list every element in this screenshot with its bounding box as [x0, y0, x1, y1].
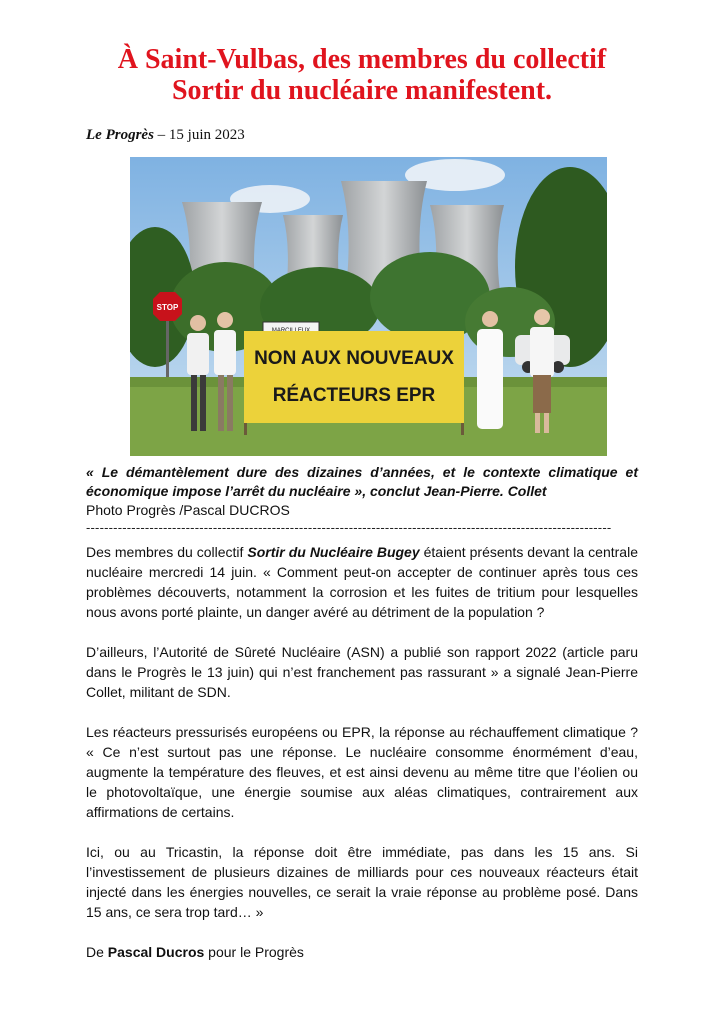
- signature-prefix: De: [86, 944, 108, 960]
- photo-caption: « Le démantèlement dure des dizaines d’années, et le contexte climatique et économique impose l’arrêt du nucléaire », conclut Jean-Pierre. Collet: [86, 464, 638, 499]
- signature: [86, 942, 638, 962]
- paragraph-1-rest: étaient présents devant la centrale nucléaire mercredi 14 juin. « Comment peut-on accepter de continuer après tous ces problèmes découverts, notamment la corrosion et les fuites de tritium pour lesquelles nous avons porté plainte, un danger avéré au détriment de la population ?: [86, 544, 638, 620]
- title-line-1: À Saint-Vulbas, des membres du collectif: [117, 44, 607, 75]
- source-line: [86, 127, 245, 144]
- protest-banner: [244, 331, 464, 423]
- paragraph-3: Les réacteurs pressurisés européens ou EPR, la réponse au réchauffement climatique ? « Ce n’est surtout pas une réponse. Le nucléaire consomme énormément d’eau, augmente la température des fleuves, et est ainsi devenu au même titre que l’éolien ou le photovoltaïque, une énergie soumise aux aléas climatiques, contrairement aux affirmations de certains.: [86, 724, 638, 820]
- photo-illustration: [130, 157, 607, 456]
- paragraph-1: [86, 542, 638, 622]
- article-body: [86, 542, 638, 982]
- collective-name: Sortir du Nucléaire Bugey: [247, 544, 420, 560]
- title-line-2: Sortir du nucléaire manifestent.: [171, 75, 553, 106]
- photo-credit: Photo Progrès /Pascal DUCROS: [86, 502, 290, 518]
- signature-suffix: pour le Progrès: [204, 944, 304, 960]
- paragraph-2: D’ailleurs, l’Autorité de Sûreté Nucléaire (ASN) a publié son rapport 2022 (article paru dans le Progrès le 13 juin) qui n’est franchement pas rassurant » a signalé Jean-Pierre Collet, militant de SDN.: [86, 644, 638, 700]
- author-name: Pascal Ducros: [107, 944, 205, 960]
- banner-text-line-2: RÉACTEURS EPR: [272, 385, 436, 406]
- paragraph-1-start: Des membres du collectif: [86, 544, 248, 560]
- banner-text-line-1: NON AUX NOUVEAUX: [254, 348, 454, 369]
- newspaper-name: Le Progrès: [86, 127, 154, 143]
- publication-date: – 15 juin 2023: [153, 127, 245, 143]
- stop-sign-text: STOP: [156, 303, 179, 312]
- article-title: [40, 44, 684, 106]
- paragraph-4: Ici, ou au Tricastin, la réponse doit être immédiate, pas dans les 15 ans. Si l’investissement de plusieurs dizaines de milliards pour ces nouveaux réacteurs était injecté dans les énergies nouvelles, ce serait la vraie réponse au problème posé. Dans 15 ans, ce sera trop tard… »: [86, 844, 638, 920]
- protest-photo: [130, 157, 607, 456]
- separator-line: --------------------------------------------------------------------------------------------------------------------: [86, 521, 612, 535]
